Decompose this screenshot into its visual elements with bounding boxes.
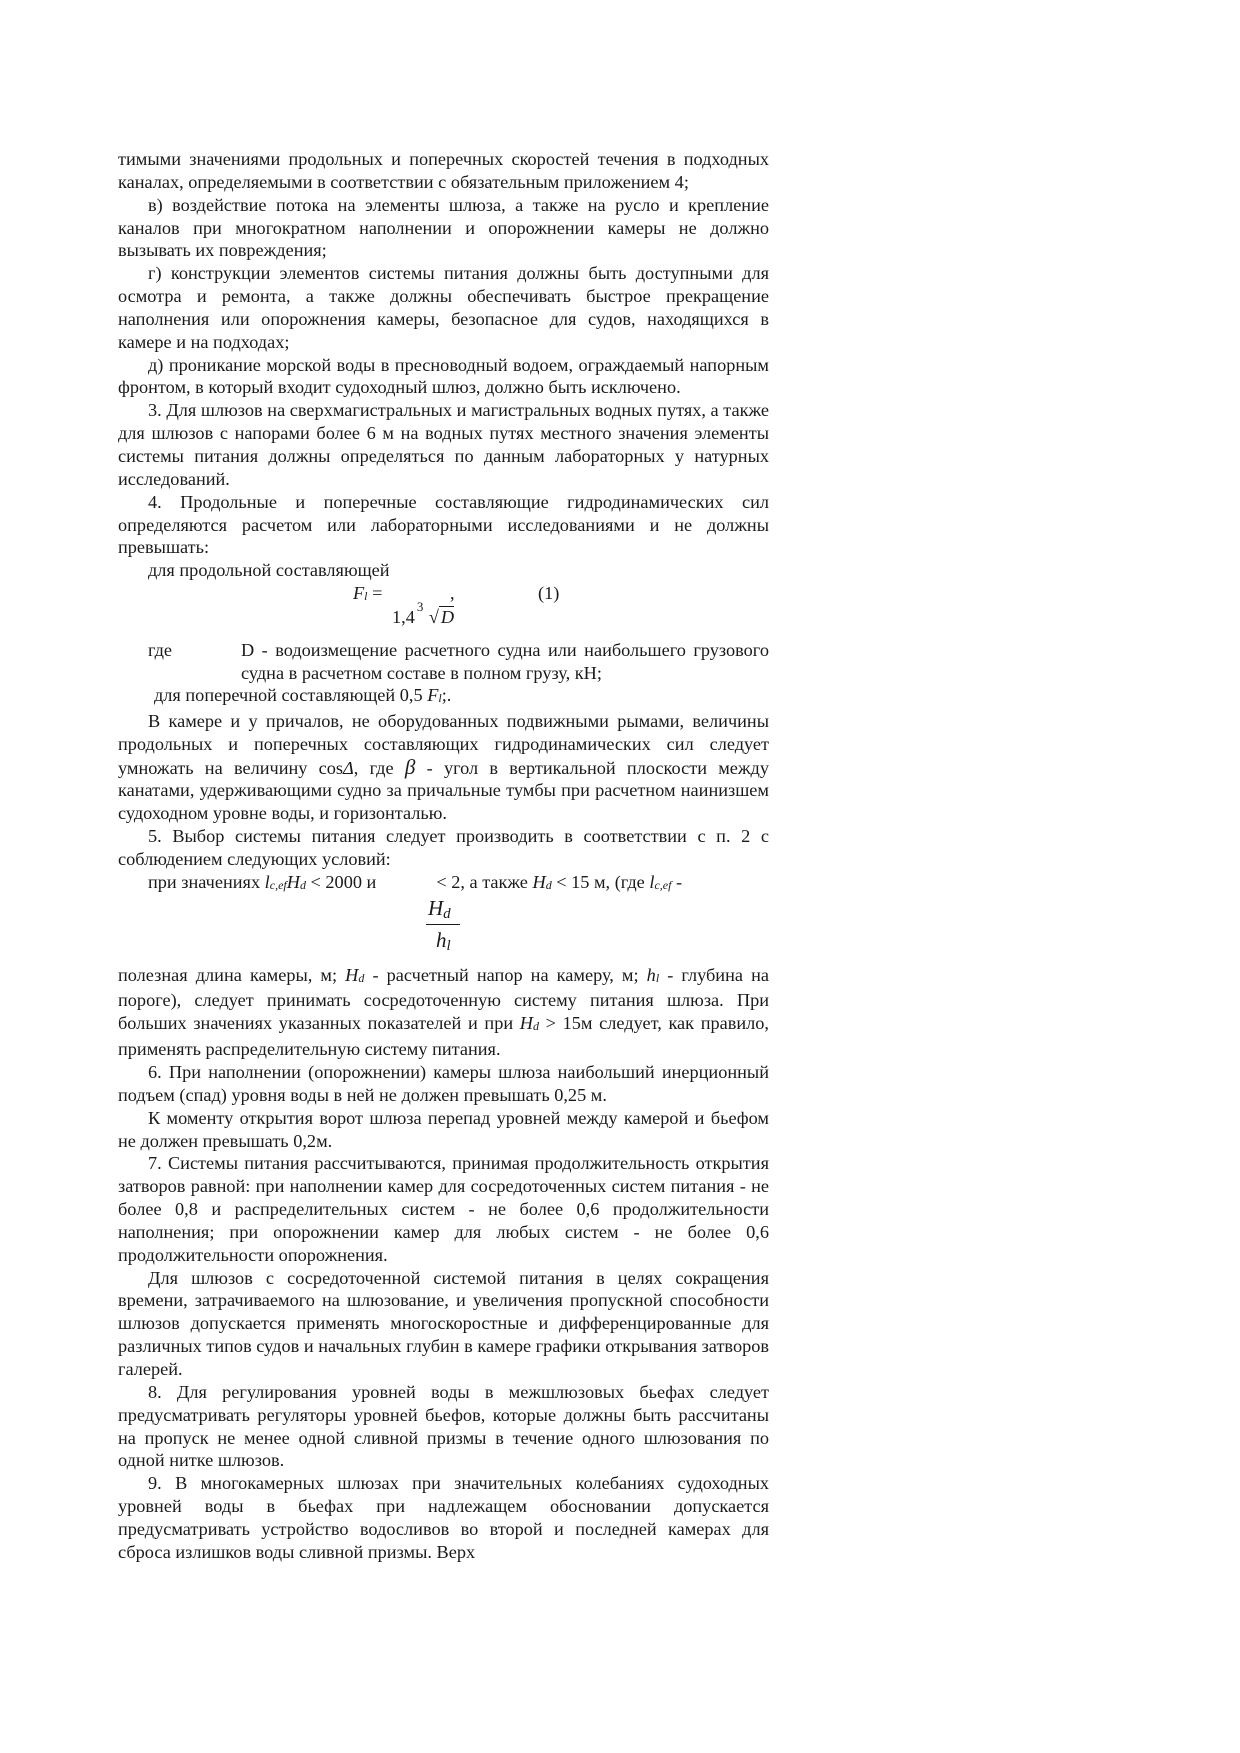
paragraph-item-d: д) проникание морской воды в пресноводный водоем, ограждаемый напорным фронтом, в который входит судоходный шлюз, должно быть исключено. (118, 354, 769, 398)
formula-denominator: 1,4 3 √ D (392, 599, 455, 628)
paragraph-definitions: полезная длина камеры, м; Hd - расчетный напор на камеру, м; hl - глубина на пороге), следует принимать сосредоточенную систему питания шлюза. При больших значениях указанных показателей и при Hd > 15м следует, как правило, применять распределительную систему питания. (118, 964, 769, 1060)
paragraph-gate-opening: К моменту открытия ворот шлюза перепад уровней между камерой и бьефом не должен превышать 0,2м. (118, 1107, 769, 1151)
paragraph-concentrated-system: Для шлюзов с сосредоточенной системой питания в целях сокращения времени, затрачиваемого на шлюзование, и увеличения пропускной способности шлюзов допускается применять многоскоростные и дифференцированные для различных типов судов и начальных глубин в камере графики открывания затворов галерей. (118, 1267, 769, 1379)
paragraph-camera: В камере и у причалов, не оборудованных подвижными рымами, величины продольных и поперечных составляющих гидродинамических сил следует умножать на величину cosΔ, где β - угол в вертикальной плоскости между канатами, удерживающими судно за причальные тумбы при расчетном наинизшем судоходном уровне воды, и горизонталью. (118, 710, 769, 824)
paragraph-clause-5: 5. Выбор системы питания следует производить в соответствии с п. 2 с соблюдением следующих условий: (118, 826, 769, 869)
paragraph-transverse: для поперечной составляющей 0,5 Fl;. (154, 685, 452, 706)
paragraph: тимыми значениями продольных и поперечных скоростей течения в подходных каналах, определяемыми в соответствии с обязательным приложением 4; (118, 149, 769, 192)
paragraph-clause-8: 8. Для регулирования уровней воды в межшлюзовых бьефах следует предусматривать регуляторы уровней бьефов, которые должны быть рассчитаны на пропуск не менее одной сливной призмы в течение одного шлюзования по одной нитке шлюзов. (118, 1381, 769, 1471)
fraction-numerator: Hd (428, 895, 451, 922)
paragraph-clause-3: 3. Для шлюзов на сверхмагистральных и магистральных водных путях, а также для шлюзов с напорами более 6 м на водных путях местного значения элементы системы питания должны определяться по данным лабораторных у натурных исследований. (118, 400, 769, 489)
document-page (118, 148, 769, 1564)
formula-number: (1) (538, 583, 560, 604)
paragraph-conditions: при значениях lc,efHd < 2000 и < 2, а также Hd < 15 м, (где lc,ef - (148, 871, 683, 892)
fraction-bar (426, 924, 460, 925)
formula-lhs: Fl = (353, 583, 383, 604)
fraction-denominator: hl (436, 927, 451, 954)
paragraph-longitudinal: для продольной составляющей (148, 560, 390, 581)
paragraph-clause-9: 9. В многокамерных шлюзах при значительных колебаниях судоходных уровней воды в бьефах при надлежащем обосновании допускается предусматривать устройство водосливов во второй и последней камерах для сброса излишков воды сливной призмы. Верх (118, 1473, 769, 1562)
definition-where: где D - водоизмещение расчетного судна или наибольшего грузового судна в расчетном составе в полном грузу, кН; (148, 640, 769, 683)
formula-comma: , (450, 583, 455, 604)
fraction-hd-hl (118, 897, 769, 964)
formula-1 (118, 582, 769, 639)
paragraph-item-g: г) конструкции элементов системы питания должны быть доступными для осмотра и ремонта, а также должны обеспечивать быстрое прекращение наполнения или опорожнения камеры, безопасное для судов, находящихся в камере и на подходах; (118, 263, 769, 352)
paragraph-clause-4: 4. Продольные и поперечные составляющие гидродинамических сил определяются расчетом или лабораторными исследованиями и не должны превышать: (118, 491, 769, 558)
paragraph-clause-6: 6. При наполнении (опорожнении) камеры шлюза наибольший инерционный подъем (спад) уровня воды в ней не должен превышать 0,25 м. (118, 1062, 769, 1105)
paragraph-item-v: в) воздействие потока на элементы шлюза, а также на русло и крепление каналов при многократном наполнении и опорожнении камеры не должно вызывать их повреждения; (118, 194, 769, 261)
cube-root: 3 √ D (416, 599, 455, 628)
paragraph-clause-7: 7. Системы питания рассчитываются, принимая продолжительность открытия затворов равной: при наполнении камер для сосредоточенных систем питания - не более 0,8 и распределительных систем - не более 0,6 продолжительности наполнения; при опорожнении камер для любых систем - не более 0,6 продолжительности опорожнения. (118, 1153, 769, 1265)
